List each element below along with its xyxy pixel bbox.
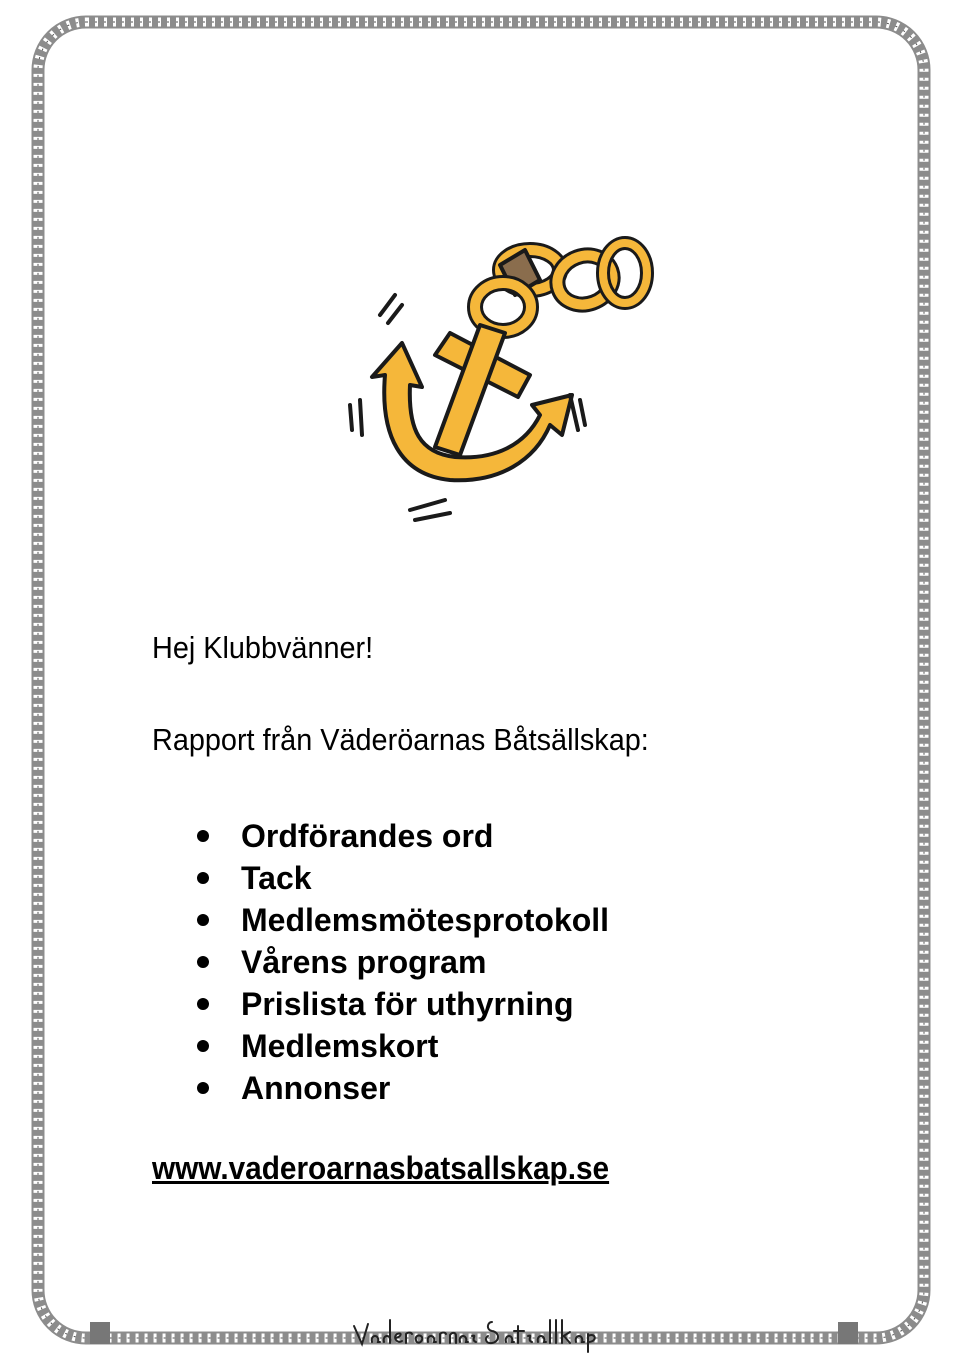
signature-text: Väderöarnas Båtsällskap <box>352 1316 364 1317</box>
bullet-icon <box>197 1082 209 1094</box>
agenda-item-label: Ordförandes ord <box>241 818 494 854</box>
greeting-heading: Hej Klubbvänner! <box>152 630 374 665</box>
bullet-icon <box>197 872 209 884</box>
bullet-icon <box>197 998 209 1010</box>
list-item <box>195 857 609 899</box>
agenda-item-label: Annonser <box>241 1070 391 1106</box>
bullet-icon <box>197 956 209 968</box>
agenda-item-label: Medlemsmötesprotokoll <box>241 902 610 938</box>
bullet-icon <box>197 1040 209 1052</box>
list-item <box>195 1067 609 1109</box>
list-item <box>195 983 609 1025</box>
list-item <box>195 899 609 941</box>
agenda-item-label: Prislista för uthyrning <box>241 986 574 1022</box>
list-item <box>195 815 609 857</box>
website-link[interactable]: www.vaderoarnasbatsallskap.se <box>152 1150 610 1186</box>
agenda-item-label: Tack <box>241 860 312 896</box>
signature-logo <box>352 1316 612 1356</box>
report-title: Rapport från Väderöarnas Båtsällskap: <box>152 722 649 757</box>
bullet-icon <box>197 830 209 842</box>
list-item <box>195 1025 609 1067</box>
anchor-illustration <box>340 225 660 540</box>
agenda-item-label: Vårens program <box>241 944 487 980</box>
anchor-icon <box>340 225 660 535</box>
agenda-list <box>195 815 609 1109</box>
agenda-item-label: Medlemskort <box>241 1028 439 1064</box>
bullet-icon <box>197 914 209 926</box>
list-item <box>195 941 609 983</box>
